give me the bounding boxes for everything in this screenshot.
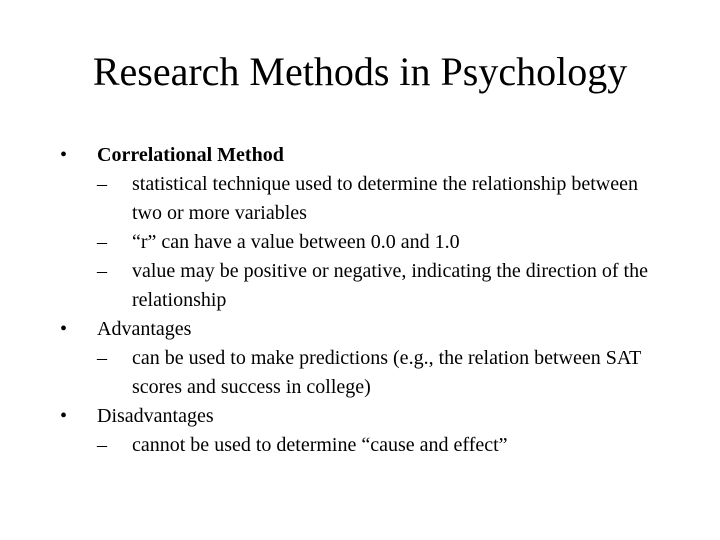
- sub-item-text: can be used to make predictions (e.g., the relation between SAT scores and success in college): [132, 347, 641, 398]
- sub-item: [0, 170, 720, 228]
- sub-item: [0, 344, 720, 402]
- dash-icon: –: [97, 347, 107, 369]
- sub-item-text: statistical technique used to determine the relationship between two or more variables: [132, 173, 638, 224]
- sub-item: [0, 228, 720, 257]
- dash-icon: –: [97, 173, 107, 195]
- sub-item: [0, 257, 720, 315]
- dash-icon: –: [97, 231, 107, 253]
- bullet-heading: Advantages: [97, 318, 192, 340]
- bullet-heading: Disadvantages: [97, 405, 214, 427]
- sub-item: [0, 431, 720, 460]
- sub-item-text: “r” can have a value between 0.0 and 1.0: [132, 231, 460, 253]
- bullet-item-correlational-method: [0, 141, 720, 170]
- bullet-icon: •: [60, 405, 68, 427]
- bullet-heading: Correlational Method: [97, 144, 284, 166]
- sub-item-text: value may be positive or negative, indicating the direction of the relationship: [132, 260, 648, 311]
- slide-title: Research Methods in Psychology: [92, 49, 628, 94]
- bullet-item-disadvantages: [0, 402, 720, 431]
- bullet-item-advantages: [0, 315, 720, 344]
- dash-icon: –: [97, 260, 107, 282]
- sub-item-text: cannot be used to determine “cause and effect”: [132, 434, 508, 456]
- slide-body: [0, 141, 720, 460]
- bullet-icon: •: [60, 318, 68, 340]
- bullet-icon: •: [60, 144, 68, 166]
- dash-icon: –: [97, 434, 107, 456]
